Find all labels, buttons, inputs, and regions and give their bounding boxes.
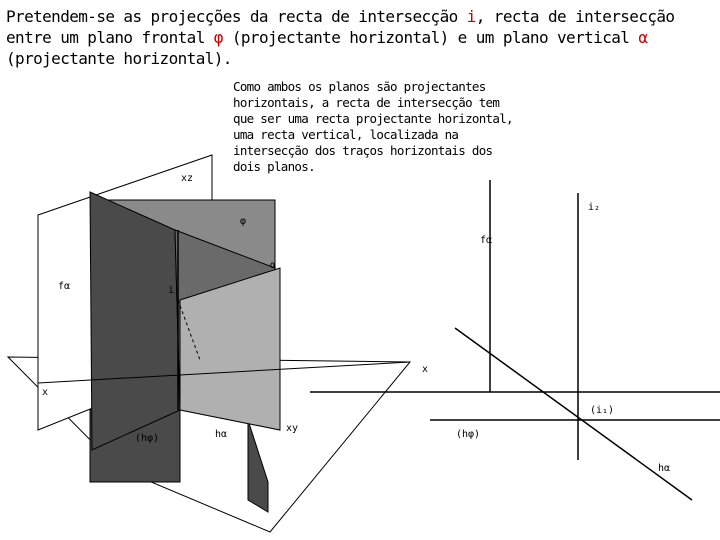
label-f-alpha-left: fα [58, 281, 71, 292]
plane-alpha [90, 192, 180, 450]
trace-h-alpha [455, 328, 692, 500]
label-h-alpha-right: hα [658, 463, 671, 474]
label-phi: φ [240, 216, 247, 227]
label-i1: (i₁) [590, 405, 615, 416]
heading-part-2: , recta de intersecção entre um plano frontal [6, 7, 675, 47]
line-i-symbol: i [466, 7, 476, 26]
label-x-left: x [42, 387, 49, 398]
heading-part-3: (projectante horizontal) e um plano vertical [222, 28, 639, 47]
explanation-note: Como ambos os planos são projectantes horizontais, a recta de intersecção tem que ser uma recta projectante horizontal, uma recta vertical, localizada na intersecção dos traços horizontais dos dois planos. [233, 79, 513, 174]
label-alpha: α [270, 260, 277, 271]
label-xz: xz [181, 173, 194, 184]
plane-alpha-symbol: α [638, 28, 648, 47]
label-i: i [168, 285, 175, 296]
label-xy: xy [286, 423, 299, 434]
heading-part-1: Pretendem-se as projecções da recta de intersecção [6, 7, 467, 26]
label-x-right: x [422, 364, 429, 375]
plane-phi-symbol: φ [213, 28, 223, 47]
orthographic-view [310, 180, 720, 500]
label-h-phi-right: (hφ) [456, 429, 481, 440]
label-i2: i₂ [588, 202, 601, 213]
label-h-alpha-left: hα [215, 429, 228, 440]
perspective-view [8, 155, 410, 532]
heading-part-4: (projectante horizontal). [6, 49, 232, 68]
label-h-phi-left: (hφ) [135, 433, 160, 444]
label-f-alpha-right: fα [480, 235, 493, 246]
